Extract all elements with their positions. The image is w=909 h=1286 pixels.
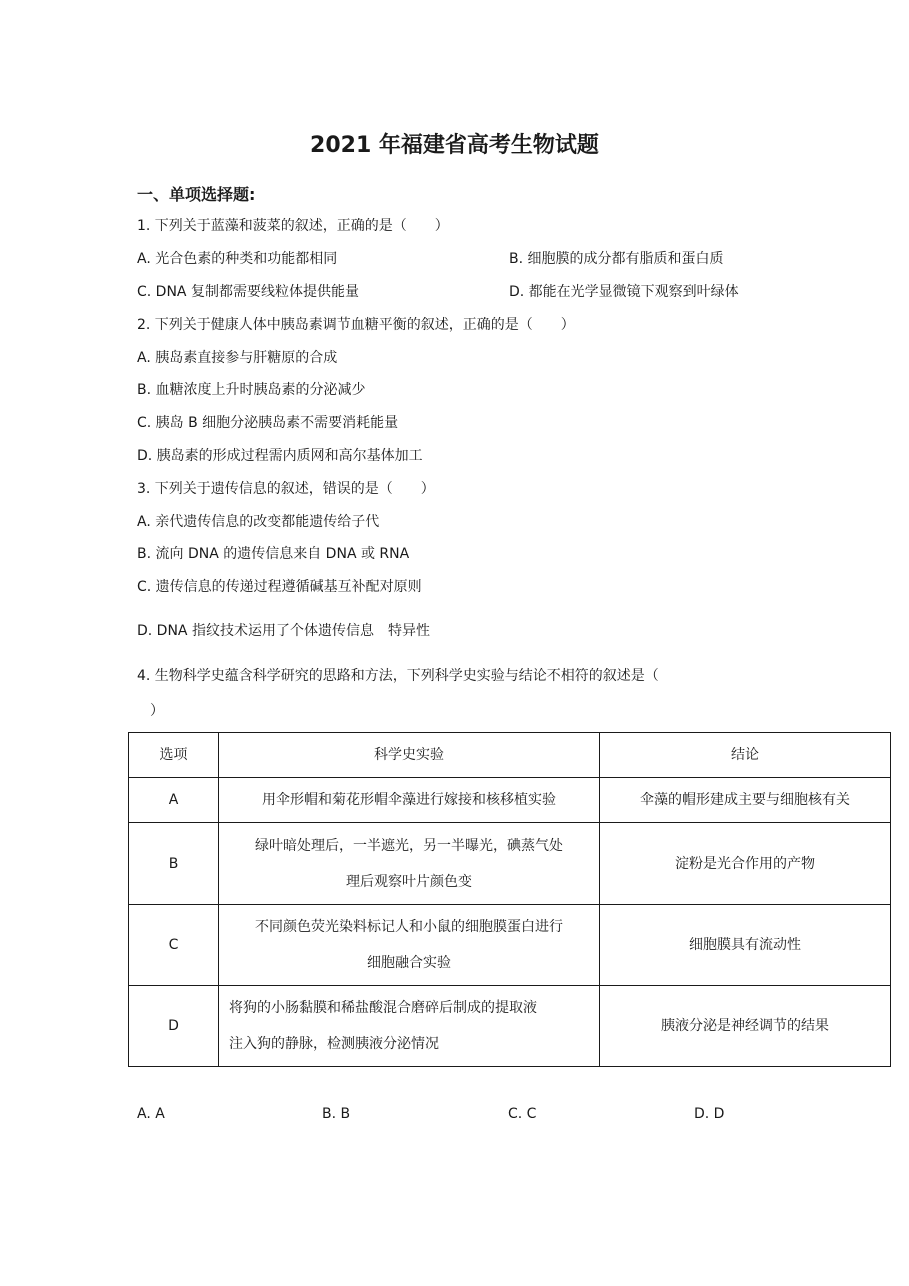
- table-cell-option: B: [129, 823, 219, 905]
- question-1-option-b: B. 细胞膜的成分都有脂质和蛋白质: [509, 251, 724, 267]
- table-cell-experiment-line: 不同颜色荧光染料标记人和小鼠的细胞膜蛋白进行: [255, 919, 563, 935]
- table-cell-experiment: [219, 986, 600, 1067]
- question-4-stem-closing: ）: [150, 703, 164, 719]
- question-3-option-d: D. DNA 指纹技术运用了个体遗传信息 特异性: [137, 623, 430, 639]
- table-cell-experiment-line: 理后观察叶片颜色变: [346, 873, 472, 890]
- history-experiment-table: [128, 732, 891, 1067]
- table-cell-conclusion: 伞藻的帽形建成主要与细胞核有关: [600, 778, 891, 823]
- table-row: [129, 905, 891, 986]
- question-1-option-a: A. 光合色素的种类和功能都相同: [137, 251, 338, 267]
- question-2-option-a: A. 胰岛素直接参与肝糖原的合成: [137, 350, 338, 366]
- table-row: [129, 823, 891, 905]
- page-title: 2021 年福建省高考生物试题: [310, 133, 599, 158]
- table-cell-conclusion: 淀粉是光合作用的产物: [600, 823, 891, 905]
- section-heading: 一、单项选择题:: [137, 185, 256, 204]
- question-4-option-b: B. B: [322, 1106, 351, 1122]
- table-cell-experiment-line: 绿叶暗处理后，一半遮光，另一半曝光，碘蒸气处: [255, 837, 563, 854]
- question-3-stem: 3. 下列关于遗传信息的叙述，错误的是（ ）: [137, 481, 435, 497]
- table-cell-experiment: 用伞形帽和菊花形帽伞藻进行嫁接和核移植实验: [219, 778, 600, 823]
- table-header-experiment: 科学史实验: [219, 733, 600, 778]
- table-header-row: [129, 733, 891, 778]
- table-row: [129, 986, 891, 1067]
- question-1-option-c: C. DNA 复制都需要线粒体提供能量: [137, 284, 359, 300]
- table-row: [129, 778, 891, 823]
- table-cell-option: A: [129, 778, 219, 823]
- question-2-option-d: D. 胰岛素的形成过程需内质网和高尔基体加工: [137, 448, 423, 464]
- table-cell-option: D: [129, 986, 219, 1067]
- table-cell-option: C: [129, 905, 219, 986]
- question-2-option-b: B. 血糖浓度上升时胰岛素的分泌减少: [137, 382, 366, 398]
- question-4-stem: 4. 生物科学史蕴含科学研究的思路和方法，下列科学史实验与结论不相符的叙述是（: [137, 668, 659, 684]
- table-cell-conclusion: 细胞膜具有流动性: [600, 905, 891, 986]
- question-4-option-d: D. D: [694, 1106, 725, 1122]
- question-4-option-c: C. C: [508, 1106, 537, 1122]
- question-2-option-c: C. 胰岛 B 细胞分泌胰岛素不需要消耗能量: [137, 415, 399, 431]
- question-3-option-a: A. 亲代遗传信息的改变都能遗传给子代: [137, 514, 380, 530]
- table-header-option: 选项: [129, 733, 219, 778]
- question-2-stem: 2. 下列关于健康人体中胰岛素调节血糖平衡的叙述，正确的是（ ）: [137, 317, 575, 333]
- question-1-stem: 1. 下列关于蓝藻和菠菜的叙述，正确的是（ ）: [137, 218, 449, 234]
- table-cell-experiment-line: 注入狗的静脉，检测胰液分泌情况: [229, 1036, 439, 1052]
- table-cell-experiment-line: 将狗的小肠黏膜和稀盐酸混合磨碎后制成的提取液: [229, 1000, 537, 1016]
- table-header-conclusion: 结论: [600, 733, 891, 778]
- table-cell-experiment: [219, 823, 600, 905]
- question-4-option-a: A. A: [137, 1106, 165, 1122]
- table-cell-experiment-line: 细胞融合实验: [367, 955, 451, 971]
- question-1-option-d: D. 都能在光学显微镜下观察到叶绿体: [509, 284, 739, 300]
- question-3-option-c: C. 遗传信息的传递过程遵循碱基互补配对原则: [137, 579, 422, 595]
- question-3-option-b: B. 流向 DNA 的遗传信息来自 DNA 或 RNA: [137, 546, 410, 562]
- table-cell-conclusion: 胰液分泌是神经调节的结果: [600, 986, 891, 1067]
- table-cell-experiment: [219, 905, 600, 986]
